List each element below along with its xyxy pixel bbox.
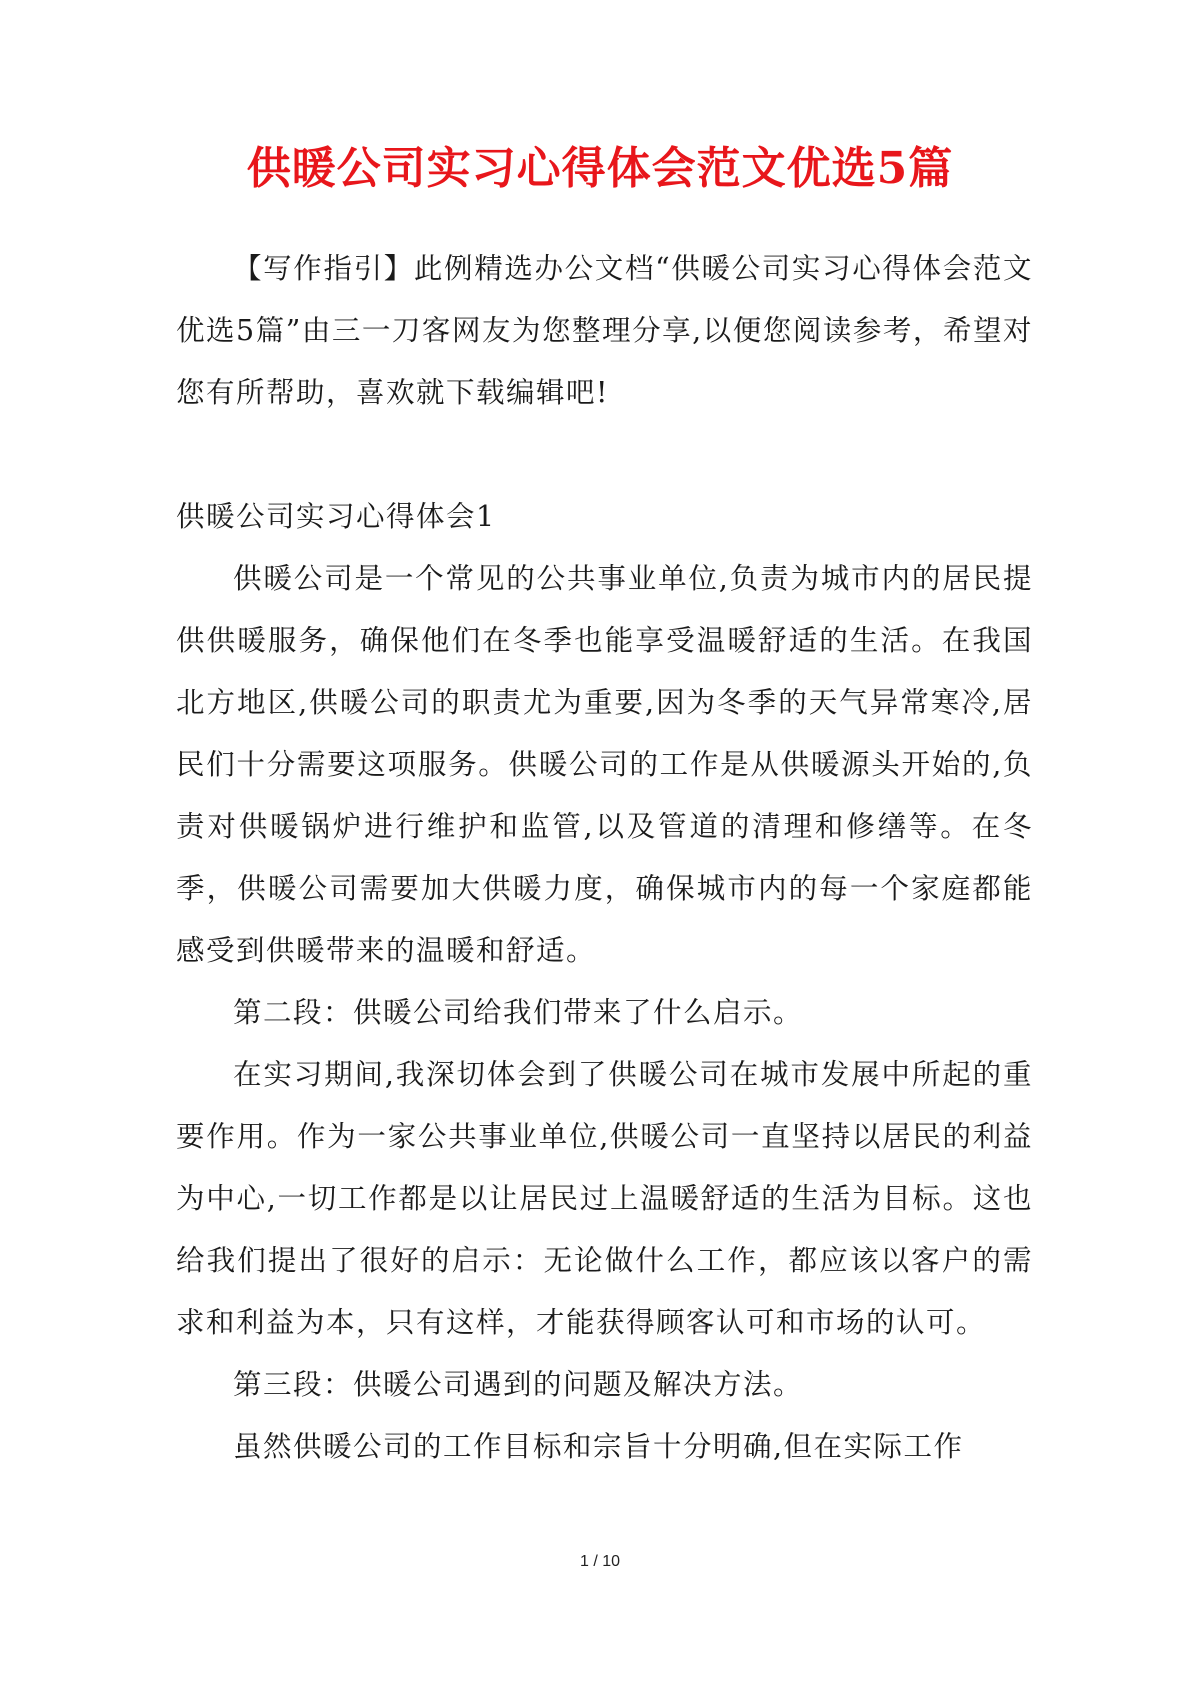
body-paragraph-3: 在实习期间,我深切体会到了供暖公司在城市发展中所起的重要作用。作为一家公共事业单位,供暖公司一直坚持以居民的利益为中心,一切工作都是以让居民过上温暖舒适的生活为目标。这也给我们提出了很好的启示：无论做什么工作，都应该以客户的需求和利益为本，只有这样，才能获得顾客认可和市场的认可。: [176, 1058, 1033, 1339]
paragraph-gap: [176, 424, 1033, 486]
body-paragraph-2: 第二段：供暖公司给我们带来了什么启示。: [233, 996, 804, 1029]
page-number: 1 / 10: [579, 1553, 621, 1570]
document-title: 供暖公司实习心得体会范文优选5篇: [246, 143, 954, 195]
writing-guide-paragraph: 【写作指引】此例精选办公文档“供暖公司实习心得体会范文优选5篇”由三一刀客网友为您整理分享,以便您阅读参考，希望对您有所帮助，喜欢就下载编辑吧!: [176, 252, 1033, 409]
body-paragraph-1: 供暖公司是一个常见的公共事业单位,负责为城市内的居民提供供暖服务，确保他们在冬季也能享受温暖舒适的生活。在我国北方地区,供暖公司的职责尤为重要,因为冬季的天气异常寒冷,居民们十分需要这项服务。供暖公司的工作是从供暖源头开始的,负责对供暖锅炉进行维护和监管,以及管道的清理和修缮等。在冬季，供暖公司需要加大供暖力度，确保城市内的每一个家庭都能感受到供暖带来的温暖和舒适。: [176, 562, 1033, 967]
document-body: [176, 238, 1033, 1478]
body-paragraph-4: 第三段：供暖公司遇到的问题及解决方法。: [233, 1368, 804, 1401]
section-heading: 供暖公司实习心得体会1: [176, 500, 496, 533]
body-paragraph-5: 虽然供暖公司的工作目标和宗旨十分明确,但在实际工作: [233, 1430, 964, 1463]
